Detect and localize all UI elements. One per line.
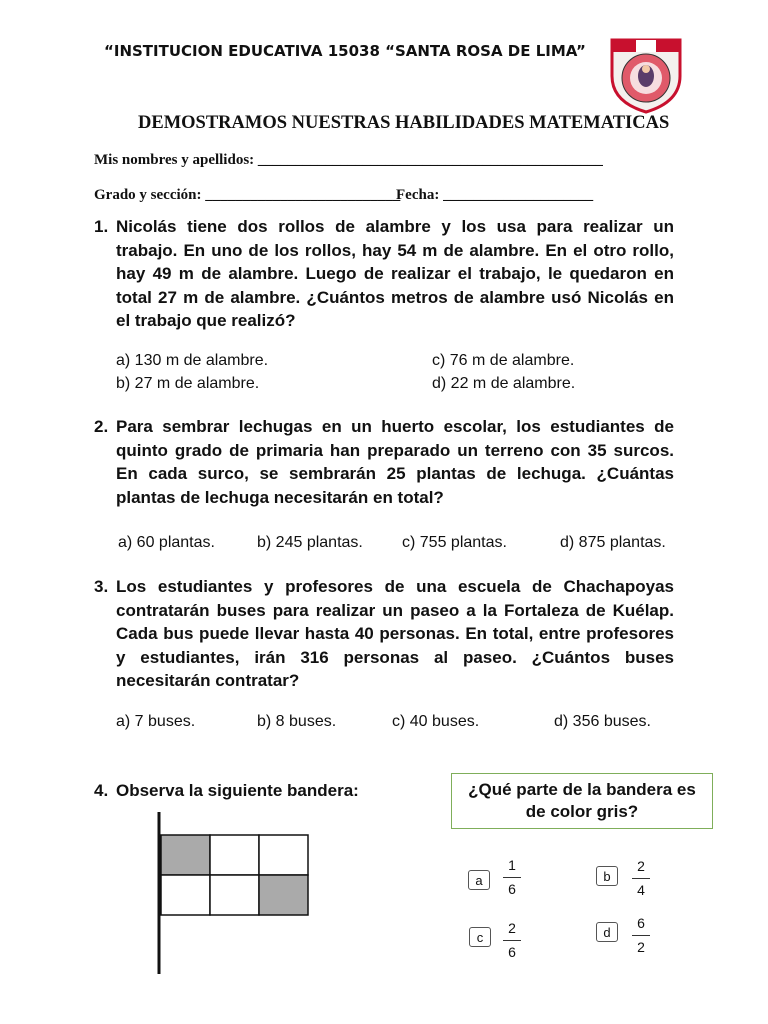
- question-text: Nicolás tiene dos rollos de alambre y los usa para realizar un trabajo. En uno de los rollos, hay 54 m de alambre. En el otro rollo, hay 49 m de alambre. Luego de realizar el trabajo, le quedaron en total 27 m de alambre. ¿Cuántos metros de alambre usó Nicolás en el trabajo que realizó?: [116, 217, 674, 330]
- page-title: DEMOSTRAMOS NUESTRAS HABILIDADES MATEMATICAS: [138, 113, 670, 133]
- option-b[interactable]: b) 245 plantas.: [257, 534, 363, 551]
- numerator: 2: [508, 920, 516, 936]
- choice-c-fraction[interactable]: [500, 920, 524, 961]
- question-text: Para sembrar lechugas en un huerto escolar, los estudiantes de quinto grado de primaria han preparado un terreno con 35 surcos. En cada surco, se sembrarán 25 plantas de lechuga. ¿Cuántas plantas de lechuga necesitarán en total?: [116, 417, 674, 507]
- flag-cell-white: [210, 835, 259, 875]
- denominator: 2: [637, 939, 645, 955]
- question-number: 4.: [94, 781, 109, 800]
- question-3: [94, 575, 674, 693]
- option-d[interactable]: d) 875 plantas.: [560, 534, 666, 551]
- option-c[interactable]: c) 755 plantas.: [402, 534, 507, 551]
- numerator: 2: [637, 858, 645, 874]
- school-logo-icon: [606, 32, 686, 114]
- flag-cell-gray: [161, 835, 210, 875]
- choice-b-letter[interactable]: b: [596, 866, 618, 886]
- denominator: 6: [508, 881, 516, 897]
- question-2: [94, 415, 674, 509]
- choice-d-fraction[interactable]: [629, 915, 653, 956]
- question-prompt-box: ¿Qué parte de la bandera es de color gris?: [451, 773, 713, 829]
- choice-a-fraction[interactable]: [500, 857, 524, 898]
- option-d[interactable]: d) 22 m de alambre.: [432, 375, 576, 392]
- option-b[interactable]: b) 27 m de alambre.: [116, 375, 260, 392]
- option-a[interactable]: a) 130 m de alambre.: [116, 352, 269, 369]
- question-4: [94, 779, 394, 803]
- option-c[interactable]: c) 40 buses.: [392, 713, 480, 730]
- denominator: 6: [508, 944, 516, 960]
- question-number: 1.: [94, 217, 109, 236]
- question-1: [94, 215, 674, 333]
- question-number: 3.: [94, 577, 109, 596]
- grade-field-label: Grado y sección: __________________________: [94, 187, 401, 203]
- numerator: 6: [637, 915, 645, 931]
- numerator: 1: [508, 857, 516, 873]
- flag-figure: [150, 810, 312, 981]
- choice-c-letter[interactable]: c: [469, 927, 491, 947]
- choice-d-letter[interactable]: d: [596, 922, 618, 942]
- choice-b-fraction[interactable]: [629, 858, 653, 899]
- flag-cell-white: [210, 875, 259, 915]
- name-field-label: Mis nombres y apellidos: ______________________________________________: [94, 152, 603, 168]
- question-text: Los estudiantes y profesores de una escuela de Chachapoyas contratarán buses para realizar un paseo a la Fortaleza de Kuélap. Cada bus puede llevar hasta 40 personas. En total, entre profesores y estudiantes, irán 316 personas al paseo. ¿Cuántos buses necesitarán contratar?: [116, 577, 674, 690]
- flag-cell-white: [259, 835, 308, 875]
- option-b[interactable]: b) 8 buses.: [257, 713, 337, 730]
- date-field-label: Fecha: ____________________: [396, 187, 594, 203]
- option-c[interactable]: c) 76 m de alambre.: [432, 352, 575, 369]
- option-a[interactable]: a) 60 plantas.: [118, 534, 215, 551]
- flag-cell-white: [161, 875, 210, 915]
- question-text: Observa la siguiente bandera:: [116, 781, 359, 800]
- option-a[interactable]: a) 7 buses.: [116, 713, 196, 730]
- choice-a-letter[interactable]: a: [468, 870, 490, 890]
- denominator: 4: [637, 882, 645, 898]
- school-title: “INSTITUCION EDUCATIVA 15038 “SANTA ROSA DE LIMA”: [104, 42, 586, 60]
- option-d[interactable]: d) 356 buses.: [554, 713, 651, 730]
- question-number: 2.: [94, 417, 109, 436]
- flag-cell-gray: [259, 875, 308, 915]
